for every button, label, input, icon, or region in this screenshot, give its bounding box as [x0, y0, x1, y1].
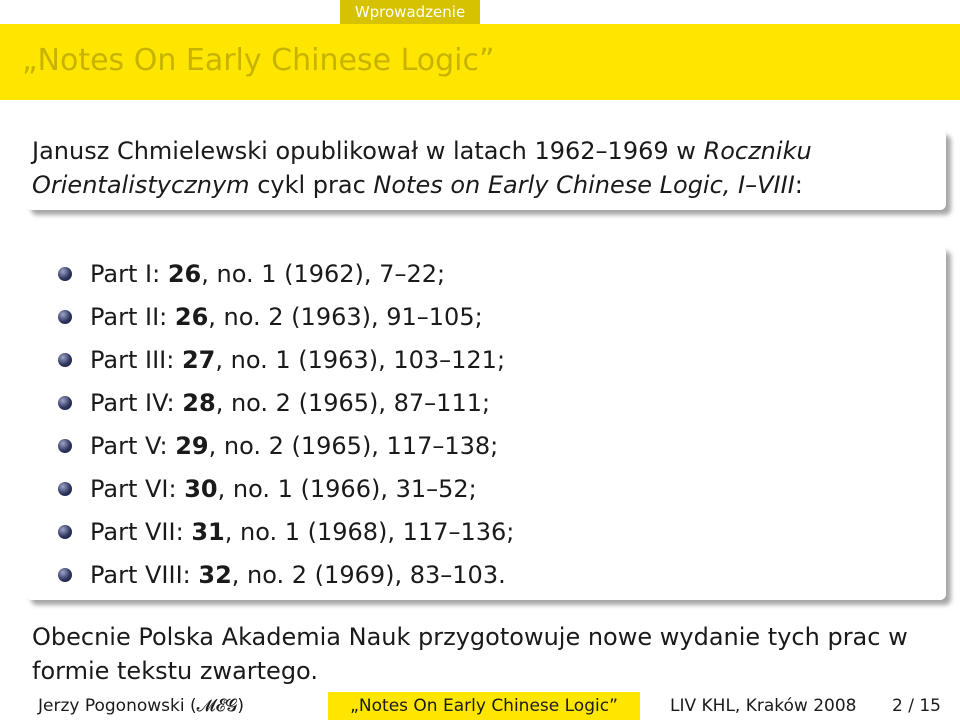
part-volume: 27: [181, 345, 216, 374]
list-item: [56, 553, 916, 596]
list-item: [56, 381, 916, 424]
footer-info-cell: [640, 692, 960, 720]
part-label: Part V:: [90, 431, 168, 460]
intro-text-1: Janusz Chmielewski opublikował w latach 1962–1969 w: [32, 137, 704, 165]
intro-text-2: cykl prac: [249, 171, 374, 199]
part-details: , no. 1 (1968), 117–136;: [224, 517, 515, 546]
frame-title: „Notes On Early Chinese Logic”: [22, 43, 495, 78]
ball-bullet-icon: [58, 482, 72, 496]
footer-title[interactable]: „Notes On Early Chinese Logic”: [350, 696, 618, 716]
list-item: [56, 467, 916, 510]
part-details: , no. 2 (1965), 87–111;: [215, 388, 491, 417]
ball-bullet-icon: [58, 439, 72, 453]
series-title: Notes on Early Chinese Logic, I–VIII: [373, 171, 795, 199]
list-item: [56, 295, 916, 338]
part-details: , no. 1 (1962), 7–22;: [201, 259, 446, 288]
intro-paragraph: [32, 134, 932, 202]
ball-bullet-icon: [58, 310, 72, 324]
part-label: Part II:: [90, 302, 168, 331]
part-volume: 30: [184, 474, 218, 503]
part-details: , no. 2 (1969), 83–103.: [231, 560, 506, 589]
list-item: [56, 338, 916, 381]
top-bar: [0, 0, 960, 24]
part-volume: 29: [175, 431, 209, 460]
ball-bullet-icon: [58, 353, 72, 367]
list-item: [56, 252, 916, 295]
part-details: , no. 1 (1963), 103–121;: [215, 345, 506, 374]
footer-author-cell: [0, 692, 328, 720]
ball-bullet-icon: [58, 525, 72, 539]
part-label: Part VI:: [90, 474, 177, 503]
part-volume: 31: [191, 517, 225, 546]
footer: [0, 692, 960, 720]
footer-author[interactable]: Jerzy Pogonowski (𝓜𝓔𝓖): [38, 696, 244, 716]
part-label: Part VIII:: [90, 560, 191, 589]
ball-bullet-icon: [58, 267, 72, 281]
section-tab-wprowadzenie[interactable]: Wprowadzenie: [340, 0, 480, 24]
part-volume: 32: [198, 560, 232, 589]
page-number: 2 / 15: [892, 696, 941, 716]
intro-text-3: :: [794, 171, 803, 199]
parts-list: [56, 252, 916, 596]
ball-bullet-icon: [58, 396, 72, 410]
part-volume: 26: [174, 302, 209, 331]
outro-paragraph: Obecnie Polska Akademia Nauk przygotowuje nowe wydanie tych prac w formie tekstu zwartego.: [32, 623, 908, 685]
list-item: [56, 510, 916, 553]
part-details: , no. 1 (1966), 31–52;: [217, 474, 477, 503]
ball-bullet-icon: [58, 568, 72, 582]
journal-name: Roczniku Orientalistycznym: [32, 137, 812, 199]
part-label: Part VII:: [90, 517, 184, 546]
list-item: [56, 424, 916, 467]
part-details: , no. 2 (1963), 91–105;: [208, 302, 483, 331]
part-label: Part IV:: [90, 388, 175, 417]
footer-conference[interactable]: LIV KHL, Kraków 2008: [670, 696, 857, 716]
part-volume: 26: [167, 259, 202, 288]
part-label: Part I:: [90, 259, 161, 288]
part-label: Part III:: [90, 345, 175, 374]
part-volume: 28: [182, 388, 216, 417]
part-details: , no. 2 (1965), 117–138;: [208, 431, 499, 460]
footer-title-cell: [328, 692, 640, 720]
